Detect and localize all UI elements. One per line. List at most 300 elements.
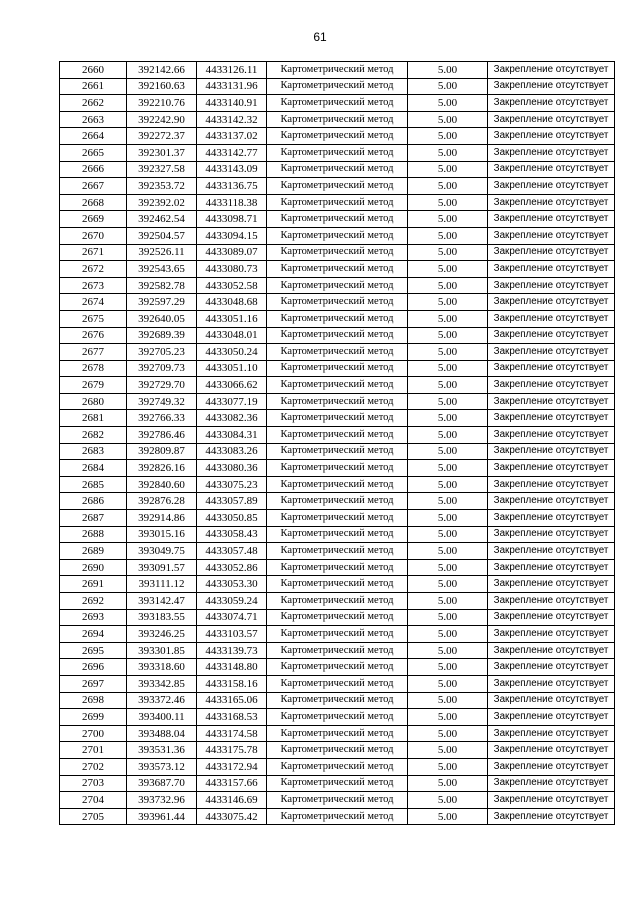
accuracy-cell: 5.00 bbox=[408, 95, 488, 112]
y-coordinate-cell: 4433137.02 bbox=[197, 128, 267, 145]
method-cell: Картометрический метод bbox=[267, 792, 408, 809]
y-coordinate-cell: 4433139.73 bbox=[197, 642, 267, 659]
table-row bbox=[60, 62, 615, 79]
fixation-note-cell: Закрепление отсутствует bbox=[488, 675, 615, 692]
x-coordinate-cell: 392142.66 bbox=[127, 62, 197, 79]
point-number-cell: 2698 bbox=[60, 692, 127, 709]
method-cell: Картометрический метод bbox=[267, 111, 408, 128]
method-cell: Картометрический метод bbox=[267, 476, 408, 493]
table-row bbox=[60, 377, 615, 394]
x-coordinate-cell: 393301.85 bbox=[127, 642, 197, 659]
point-number-cell: 2667 bbox=[60, 178, 127, 195]
x-coordinate-cell: 393488.04 bbox=[127, 725, 197, 742]
y-coordinate-cell: 4433175.78 bbox=[197, 742, 267, 759]
point-number-cell: 2686 bbox=[60, 493, 127, 510]
fixation-note-cell: Закрепление отсутствует bbox=[488, 808, 615, 825]
point-number-cell: 2694 bbox=[60, 626, 127, 643]
x-coordinate-cell: 392809.87 bbox=[127, 443, 197, 460]
y-coordinate-cell: 4433131.96 bbox=[197, 78, 267, 95]
x-coordinate-cell: 393400.11 bbox=[127, 709, 197, 726]
x-coordinate-cell: 392709.73 bbox=[127, 360, 197, 377]
point-number-cell: 2678 bbox=[60, 360, 127, 377]
method-cell: Картометрический метод bbox=[267, 227, 408, 244]
table-row bbox=[60, 675, 615, 692]
y-coordinate-cell: 4433165.06 bbox=[197, 692, 267, 709]
table-row bbox=[60, 792, 615, 809]
y-coordinate-cell: 4433089.07 bbox=[197, 244, 267, 261]
table-row bbox=[60, 510, 615, 527]
x-coordinate-cell: 392392.02 bbox=[127, 194, 197, 211]
point-number-cell: 2702 bbox=[60, 758, 127, 775]
table-row bbox=[60, 626, 615, 643]
point-number-cell: 2692 bbox=[60, 593, 127, 610]
method-cell: Картометрический метод bbox=[267, 775, 408, 792]
accuracy-cell: 5.00 bbox=[408, 194, 488, 211]
accuracy-cell: 5.00 bbox=[408, 244, 488, 261]
method-cell: Картометрический метод bbox=[267, 742, 408, 759]
y-coordinate-cell: 4433048.01 bbox=[197, 327, 267, 344]
accuracy-cell: 5.00 bbox=[408, 294, 488, 311]
accuracy-cell: 5.00 bbox=[408, 510, 488, 527]
table-row bbox=[60, 161, 615, 178]
point-number-cell: 2662 bbox=[60, 95, 127, 112]
fixation-note-cell: Закрепление отсутствует bbox=[488, 62, 615, 79]
table-row bbox=[60, 178, 615, 195]
x-coordinate-cell: 392689.39 bbox=[127, 327, 197, 344]
table-row bbox=[60, 476, 615, 493]
method-cell: Картометрический метод bbox=[267, 709, 408, 726]
fixation-note-cell: Закрепление отсутствует bbox=[488, 178, 615, 195]
accuracy-cell: 5.00 bbox=[408, 808, 488, 825]
point-number-cell: 2701 bbox=[60, 742, 127, 759]
x-coordinate-cell: 392160.63 bbox=[127, 78, 197, 95]
fixation-note-cell: Закрепление отсутствует bbox=[488, 460, 615, 477]
y-coordinate-cell: 4433142.32 bbox=[197, 111, 267, 128]
fixation-note-cell: Закрепление отсутствует bbox=[488, 609, 615, 626]
fixation-note-cell: Закрепление отсутствует bbox=[488, 642, 615, 659]
accuracy-cell: 5.00 bbox=[408, 692, 488, 709]
x-coordinate-cell: 392705.23 bbox=[127, 344, 197, 361]
point-number-cell: 2665 bbox=[60, 144, 127, 161]
point-number-cell: 2673 bbox=[60, 277, 127, 294]
coordinates-table bbox=[59, 61, 615, 825]
accuracy-cell: 5.00 bbox=[408, 476, 488, 493]
accuracy-cell: 5.00 bbox=[408, 344, 488, 361]
point-number-cell: 2668 bbox=[60, 194, 127, 211]
method-cell: Картометрический метод bbox=[267, 344, 408, 361]
point-number-cell: 2679 bbox=[60, 377, 127, 394]
table-row bbox=[60, 427, 615, 444]
method-cell: Картометрический метод bbox=[267, 95, 408, 112]
fixation-note-cell: Закрепление отсутствует bbox=[488, 410, 615, 427]
method-cell: Картометрический метод bbox=[267, 128, 408, 145]
point-number-cell: 2696 bbox=[60, 659, 127, 676]
accuracy-cell: 5.00 bbox=[408, 443, 488, 460]
point-number-cell: 2690 bbox=[60, 559, 127, 576]
fixation-note-cell: Закрепление отсутствует bbox=[488, 111, 615, 128]
x-coordinate-cell: 393732.96 bbox=[127, 792, 197, 809]
accuracy-cell: 5.00 bbox=[408, 642, 488, 659]
y-coordinate-cell: 4433094.15 bbox=[197, 227, 267, 244]
accuracy-cell: 5.00 bbox=[408, 758, 488, 775]
table-row bbox=[60, 609, 615, 626]
point-number-cell: 2685 bbox=[60, 476, 127, 493]
accuracy-cell: 5.00 bbox=[408, 675, 488, 692]
y-coordinate-cell: 4433082.36 bbox=[197, 410, 267, 427]
method-cell: Картометрический метод bbox=[267, 758, 408, 775]
y-coordinate-cell: 4433058.43 bbox=[197, 526, 267, 543]
table-row bbox=[60, 393, 615, 410]
fixation-note-cell: Закрепление отсутствует bbox=[488, 78, 615, 95]
fixation-note-cell: Закрепление отсутствует bbox=[488, 227, 615, 244]
point-number-cell: 2695 bbox=[60, 642, 127, 659]
method-cell: Картометрический метод bbox=[267, 377, 408, 394]
method-cell: Картометрический метод bbox=[267, 410, 408, 427]
fixation-note-cell: Закрепление отсутствует bbox=[488, 510, 615, 527]
fixation-note-cell: Закрепление отсутствует bbox=[488, 659, 615, 676]
y-coordinate-cell: 4433066.62 bbox=[197, 377, 267, 394]
fixation-note-cell: Закрепление отсутствует bbox=[488, 692, 615, 709]
y-coordinate-cell: 4433084.31 bbox=[197, 427, 267, 444]
fixation-note-cell: Закрепление отсутствует bbox=[488, 792, 615, 809]
x-coordinate-cell: 392840.60 bbox=[127, 476, 197, 493]
x-coordinate-cell: 392462.54 bbox=[127, 211, 197, 228]
y-coordinate-cell: 4433050.24 bbox=[197, 344, 267, 361]
accuracy-cell: 5.00 bbox=[408, 377, 488, 394]
accuracy-cell: 5.00 bbox=[408, 144, 488, 161]
x-coordinate-cell: 393342.85 bbox=[127, 675, 197, 692]
accuracy-cell: 5.00 bbox=[408, 277, 488, 294]
fixation-note-cell: Закрепление отсутствует bbox=[488, 543, 615, 560]
accuracy-cell: 5.00 bbox=[408, 62, 488, 79]
x-coordinate-cell: 393318.60 bbox=[127, 659, 197, 676]
y-coordinate-cell: 4433158.16 bbox=[197, 675, 267, 692]
y-coordinate-cell: 4433053.30 bbox=[197, 576, 267, 593]
method-cell: Картометрический метод bbox=[267, 626, 408, 643]
fixation-note-cell: Закрепление отсутствует bbox=[488, 360, 615, 377]
accuracy-cell: 5.00 bbox=[408, 261, 488, 278]
table-row bbox=[60, 211, 615, 228]
y-coordinate-cell: 4433148.80 bbox=[197, 659, 267, 676]
method-cell: Картометрический метод bbox=[267, 427, 408, 444]
method-cell: Картометрический метод bbox=[267, 808, 408, 825]
method-cell: Картометрический метод bbox=[267, 675, 408, 692]
y-coordinate-cell: 4433142.77 bbox=[197, 144, 267, 161]
y-coordinate-cell: 4433126.11 bbox=[197, 62, 267, 79]
x-coordinate-cell: 392353.72 bbox=[127, 178, 197, 195]
method-cell: Картометрический метод bbox=[267, 244, 408, 261]
y-coordinate-cell: 4433075.42 bbox=[197, 808, 267, 825]
table-row bbox=[60, 194, 615, 211]
y-coordinate-cell: 4433080.36 bbox=[197, 460, 267, 477]
accuracy-cell: 5.00 bbox=[408, 593, 488, 610]
table-row bbox=[60, 559, 615, 576]
x-coordinate-cell: 393961.44 bbox=[127, 808, 197, 825]
x-coordinate-cell: 392597.29 bbox=[127, 294, 197, 311]
x-coordinate-cell: 393142.47 bbox=[127, 593, 197, 610]
x-coordinate-cell: 392729.70 bbox=[127, 377, 197, 394]
method-cell: Картометрический метод bbox=[267, 510, 408, 527]
method-cell: Картометрический метод bbox=[267, 194, 408, 211]
x-coordinate-cell: 393687.70 bbox=[127, 775, 197, 792]
point-number-cell: 2705 bbox=[60, 808, 127, 825]
fixation-note-cell: Закрепление отсутствует bbox=[488, 443, 615, 460]
method-cell: Картометрический метод bbox=[267, 327, 408, 344]
fixation-note-cell: Закрепление отсутствует bbox=[488, 775, 615, 792]
method-cell: Картометрический метод bbox=[267, 725, 408, 742]
table-row bbox=[60, 709, 615, 726]
method-cell: Картометрический метод bbox=[267, 78, 408, 95]
y-coordinate-cell: 4433057.48 bbox=[197, 543, 267, 560]
accuracy-cell: 5.00 bbox=[408, 725, 488, 742]
point-number-cell: 2674 bbox=[60, 294, 127, 311]
fixation-note-cell: Закрепление отсутствует bbox=[488, 211, 615, 228]
method-cell: Картометрический метод bbox=[267, 460, 408, 477]
accuracy-cell: 5.00 bbox=[408, 128, 488, 145]
accuracy-cell: 5.00 bbox=[408, 775, 488, 792]
method-cell: Картометрический метод bbox=[267, 443, 408, 460]
accuracy-cell: 5.00 bbox=[408, 626, 488, 643]
table-row bbox=[60, 659, 615, 676]
fixation-note-cell: Закрепление отсутствует bbox=[488, 327, 615, 344]
table-row bbox=[60, 310, 615, 327]
fixation-note-cell: Закрепление отсутствует bbox=[488, 526, 615, 543]
point-number-cell: 2699 bbox=[60, 709, 127, 726]
method-cell: Картометрический метод bbox=[267, 593, 408, 610]
table-row bbox=[60, 692, 615, 709]
method-cell: Картометрический метод bbox=[267, 261, 408, 278]
accuracy-cell: 5.00 bbox=[408, 792, 488, 809]
table-row bbox=[60, 78, 615, 95]
method-cell: Картометрический метод bbox=[267, 526, 408, 543]
accuracy-cell: 5.00 bbox=[408, 659, 488, 676]
accuracy-cell: 5.00 bbox=[408, 410, 488, 427]
point-number-cell: 2669 bbox=[60, 211, 127, 228]
x-coordinate-cell: 393091.57 bbox=[127, 559, 197, 576]
accuracy-cell: 5.00 bbox=[408, 393, 488, 410]
y-coordinate-cell: 4433118.38 bbox=[197, 194, 267, 211]
accuracy-cell: 5.00 bbox=[408, 493, 488, 510]
fixation-note-cell: Закрепление отсутствует bbox=[488, 194, 615, 211]
table-row bbox=[60, 775, 615, 792]
table-row bbox=[60, 327, 615, 344]
fixation-note-cell: Закрепление отсутствует bbox=[488, 709, 615, 726]
table-row bbox=[60, 128, 615, 145]
y-coordinate-cell: 4433052.86 bbox=[197, 559, 267, 576]
point-number-cell: 2664 bbox=[60, 128, 127, 145]
x-coordinate-cell: 392272.37 bbox=[127, 128, 197, 145]
accuracy-cell: 5.00 bbox=[408, 576, 488, 593]
fixation-note-cell: Закрепление отсутствует bbox=[488, 377, 615, 394]
table-row bbox=[60, 144, 615, 161]
point-number-cell: 2703 bbox=[60, 775, 127, 792]
point-number-cell: 2687 bbox=[60, 510, 127, 527]
table-row bbox=[60, 576, 615, 593]
point-number-cell: 2691 bbox=[60, 576, 127, 593]
x-coordinate-cell: 392301.37 bbox=[127, 144, 197, 161]
point-number-cell: 2666 bbox=[60, 161, 127, 178]
table-row bbox=[60, 593, 615, 610]
table-row bbox=[60, 360, 615, 377]
fixation-note-cell: Закрепление отсутствует bbox=[488, 244, 615, 261]
method-cell: Картометрический метод bbox=[267, 543, 408, 560]
accuracy-cell: 5.00 bbox=[408, 310, 488, 327]
point-number-cell: 2704 bbox=[60, 792, 127, 809]
y-coordinate-cell: 4433136.75 bbox=[197, 178, 267, 195]
fixation-note-cell: Закрепление отсутствует bbox=[488, 261, 615, 278]
table-row bbox=[60, 742, 615, 759]
table-row bbox=[60, 443, 615, 460]
method-cell: Картометрический метод bbox=[267, 178, 408, 195]
x-coordinate-cell: 392766.33 bbox=[127, 410, 197, 427]
y-coordinate-cell: 4433051.10 bbox=[197, 360, 267, 377]
accuracy-cell: 5.00 bbox=[408, 227, 488, 244]
accuracy-cell: 5.00 bbox=[408, 327, 488, 344]
x-coordinate-cell: 393372.46 bbox=[127, 692, 197, 709]
fixation-note-cell: Закрепление отсутствует bbox=[488, 742, 615, 759]
coordinates-table-body bbox=[60, 62, 615, 825]
y-coordinate-cell: 4433103.57 bbox=[197, 626, 267, 643]
x-coordinate-cell: 393111.12 bbox=[127, 576, 197, 593]
point-number-cell: 2670 bbox=[60, 227, 127, 244]
fixation-note-cell: Закрепление отсутствует bbox=[488, 427, 615, 444]
method-cell: Картометрический метод bbox=[267, 161, 408, 178]
method-cell: Картометрический метод bbox=[267, 659, 408, 676]
point-number-cell: 2675 bbox=[60, 310, 127, 327]
point-number-cell: 2693 bbox=[60, 609, 127, 626]
x-coordinate-cell: 393049.75 bbox=[127, 543, 197, 560]
x-coordinate-cell: 392914.86 bbox=[127, 510, 197, 527]
y-coordinate-cell: 4433059.24 bbox=[197, 593, 267, 610]
method-cell: Картометрический метод bbox=[267, 277, 408, 294]
x-coordinate-cell: 392786.46 bbox=[127, 427, 197, 444]
point-number-cell: 2672 bbox=[60, 261, 127, 278]
x-coordinate-cell: 392327.58 bbox=[127, 161, 197, 178]
method-cell: Картометрический метод bbox=[267, 493, 408, 510]
accuracy-cell: 5.00 bbox=[408, 161, 488, 178]
table-row bbox=[60, 642, 615, 659]
x-coordinate-cell: 393531.36 bbox=[127, 742, 197, 759]
method-cell: Картометрический метод bbox=[267, 609, 408, 626]
y-coordinate-cell: 4433146.69 bbox=[197, 792, 267, 809]
fixation-note-cell: Закрепление отсутствует bbox=[488, 144, 615, 161]
table-row bbox=[60, 543, 615, 560]
y-coordinate-cell: 4433172.94 bbox=[197, 758, 267, 775]
fixation-note-cell: Закрепление отсутствует bbox=[488, 95, 615, 112]
x-coordinate-cell: 392876.28 bbox=[127, 493, 197, 510]
fixation-note-cell: Закрепление отсутствует bbox=[488, 277, 615, 294]
method-cell: Картометрический метод bbox=[267, 294, 408, 311]
x-coordinate-cell: 392640.05 bbox=[127, 310, 197, 327]
y-coordinate-cell: 4433168.53 bbox=[197, 709, 267, 726]
method-cell: Картометрический метод bbox=[267, 576, 408, 593]
accuracy-cell: 5.00 bbox=[408, 709, 488, 726]
fixation-note-cell: Закрепление отсутствует bbox=[488, 493, 615, 510]
fixation-note-cell: Закрепление отсутствует bbox=[488, 593, 615, 610]
x-coordinate-cell: 393183.55 bbox=[127, 609, 197, 626]
table-row bbox=[60, 111, 615, 128]
fixation-note-cell: Закрепление отсутствует bbox=[488, 161, 615, 178]
point-number-cell: 2680 bbox=[60, 393, 127, 410]
method-cell: Картометрический метод bbox=[267, 310, 408, 327]
method-cell: Картометрический метод bbox=[267, 642, 408, 659]
method-cell: Картометрический метод bbox=[267, 211, 408, 228]
point-number-cell: 2689 bbox=[60, 543, 127, 560]
x-coordinate-cell: 393573.12 bbox=[127, 758, 197, 775]
x-coordinate-cell: 393015.16 bbox=[127, 526, 197, 543]
accuracy-cell: 5.00 bbox=[408, 460, 488, 477]
y-coordinate-cell: 4433074.71 bbox=[197, 609, 267, 626]
method-cell: Картометрический метод bbox=[267, 692, 408, 709]
table-row bbox=[60, 808, 615, 825]
fixation-note-cell: Закрепление отсутствует bbox=[488, 725, 615, 742]
point-number-cell: 2671 bbox=[60, 244, 127, 261]
x-coordinate-cell: 392582.78 bbox=[127, 277, 197, 294]
method-cell: Картометрический метод bbox=[267, 360, 408, 377]
table-row bbox=[60, 277, 615, 294]
y-coordinate-cell: 4433143.09 bbox=[197, 161, 267, 178]
x-coordinate-cell: 392543.65 bbox=[127, 261, 197, 278]
accuracy-cell: 5.00 bbox=[408, 543, 488, 560]
table-row bbox=[60, 244, 615, 261]
x-coordinate-cell: 393246.25 bbox=[127, 626, 197, 643]
point-number-cell: 2697 bbox=[60, 675, 127, 692]
table-row bbox=[60, 227, 615, 244]
method-cell: Картометрический метод bbox=[267, 393, 408, 410]
table-row bbox=[60, 758, 615, 775]
point-number-cell: 2688 bbox=[60, 526, 127, 543]
point-number-cell: 2677 bbox=[60, 344, 127, 361]
point-number-cell: 2663 bbox=[60, 111, 127, 128]
page-number: 61 bbox=[313, 30, 327, 44]
table-row bbox=[60, 725, 615, 742]
point-number-cell: 2681 bbox=[60, 410, 127, 427]
point-number-cell: 2661 bbox=[60, 78, 127, 95]
x-coordinate-cell: 392210.76 bbox=[127, 95, 197, 112]
y-coordinate-cell: 4433052.58 bbox=[197, 277, 267, 294]
y-coordinate-cell: 4433083.26 bbox=[197, 443, 267, 460]
accuracy-cell: 5.00 bbox=[408, 111, 488, 128]
accuracy-cell: 5.00 bbox=[408, 609, 488, 626]
method-cell: Картометрический метод bbox=[267, 559, 408, 576]
x-coordinate-cell: 392242.90 bbox=[127, 111, 197, 128]
fixation-note-cell: Закрепление отсутствует bbox=[488, 393, 615, 410]
y-coordinate-cell: 4433140.91 bbox=[197, 95, 267, 112]
point-number-cell: 2700 bbox=[60, 725, 127, 742]
table-row bbox=[60, 460, 615, 477]
fixation-note-cell: Закрепление отсутствует bbox=[488, 344, 615, 361]
y-coordinate-cell: 4433098.71 bbox=[197, 211, 267, 228]
accuracy-cell: 5.00 bbox=[408, 559, 488, 576]
table-row bbox=[60, 294, 615, 311]
x-coordinate-cell: 392749.32 bbox=[127, 393, 197, 410]
accuracy-cell: 5.00 bbox=[408, 526, 488, 543]
table-row bbox=[60, 410, 615, 427]
y-coordinate-cell: 4433077.19 bbox=[197, 393, 267, 410]
table-row bbox=[60, 95, 615, 112]
method-cell: Картометрический метод bbox=[267, 62, 408, 79]
accuracy-cell: 5.00 bbox=[408, 360, 488, 377]
y-coordinate-cell: 4433057.89 bbox=[197, 493, 267, 510]
fixation-note-cell: Закрепление отсутствует bbox=[488, 294, 615, 311]
point-number-cell: 2682 bbox=[60, 427, 127, 444]
fixation-note-cell: Закрепление отсутствует bbox=[488, 559, 615, 576]
method-cell: Картометрический метод bbox=[267, 144, 408, 161]
table-row bbox=[60, 493, 615, 510]
table-row bbox=[60, 526, 615, 543]
x-coordinate-cell: 392504.57 bbox=[127, 227, 197, 244]
accuracy-cell: 5.00 bbox=[408, 427, 488, 444]
